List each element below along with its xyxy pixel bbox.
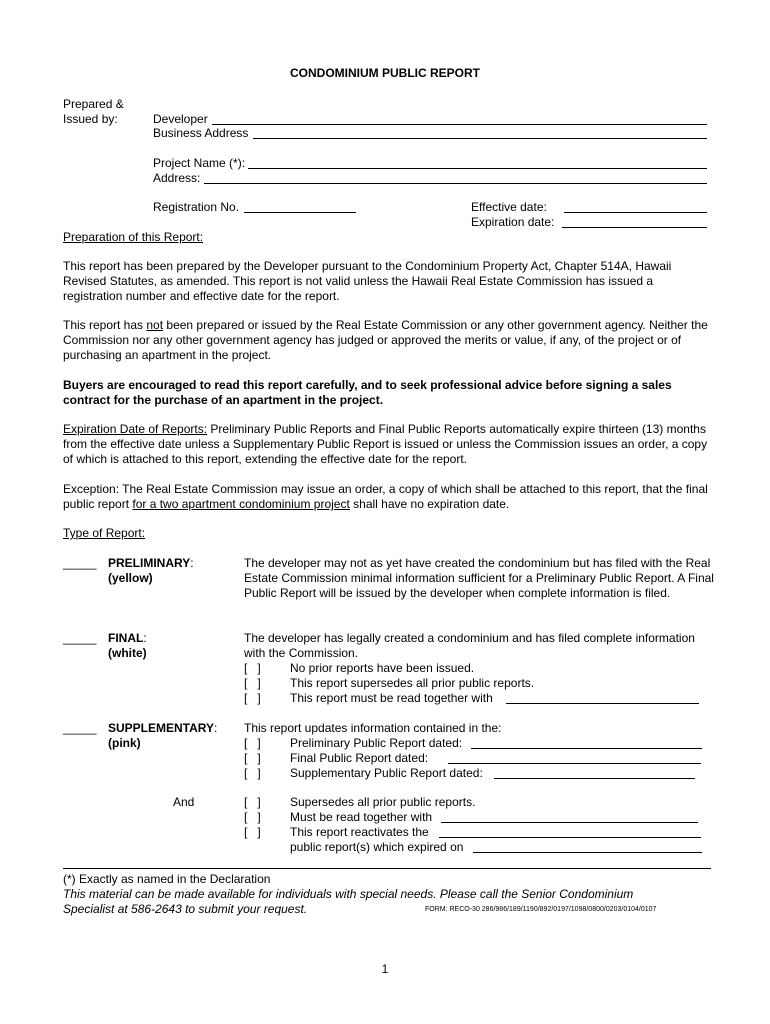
- type-heading: Type of Report:: [63, 526, 146, 540]
- preliminary-description: The developer may not as yet have created the condominium but has filed with the Real Estate Commission minimal information sufficient for a Preliminary Public Report. A Final Public Report will be issued by the developer when complete information is filed.: [244, 556, 714, 600]
- issued-by-label: Issued by:: [63, 112, 118, 126]
- supplementary-option-1: Preliminary Public Report dated:: [290, 736, 463, 750]
- developer-label: Developer: [153, 112, 208, 126]
- and-option-3: This report reactivates the: [290, 825, 429, 839]
- para2-pre: This report has: [63, 318, 147, 332]
- para2-post: been prepared or issued by the Real Estate Commission or any other government agency. Neither the Commission nor any other government agency has judged or approved the merits or value, if any, of the project or of purchasing an apartment in the project.: [63, 318, 708, 362]
- project-name-field[interactable]: [248, 168, 707, 169]
- special-needs-line-1: This material can be made available for individuals with special needs. Please call the Senior Condominium: [63, 887, 634, 901]
- expiration-text: Preliminary Public Reports and Final Public Reports automatically expire thirteen (13) months from the effective date unless a Supplementary Public Report is issued or unless the Commission issues an order, a copy of which is attached to this report, extending the effective date for the report.: [63, 422, 708, 466]
- and-checkbox-1[interactable]: [ ]: [244, 795, 261, 809]
- paragraph-preparation: This report has been prepared by the Developer pursuant to the Condominium Property Act, Chapter 514A, Hawaii Revised Statutes, as amended. This report is not valid unless the Hawaii Real Estate Commission has issued a registration number and effective date for the report.: [63, 259, 672, 303]
- expired-on-field[interactable]: [473, 852, 702, 853]
- developer-field[interactable]: [212, 124, 707, 125]
- special-needs-line-2: Specialist at 586-2643 to submit your request.: [63, 902, 308, 916]
- paragraph-not-prepared: [63, 318, 713, 363]
- preliminary-name: PRELIMINARY:: [108, 556, 194, 570]
- expiration-label: Expiration Date of Reports:: [63, 422, 208, 436]
- and-label: And: [173, 795, 195, 809]
- supplementary-description: This report updates information contained in the:: [244, 721, 502, 735]
- page-number: 1: [381, 962, 389, 976]
- supplementary-name: SUPPLEMENTARY:: [108, 721, 218, 735]
- project-name-label: Project Name (*):: [153, 156, 246, 170]
- expiration-date-label: Expiration date:: [471, 215, 555, 229]
- registration-no-field[interactable]: [244, 212, 356, 213]
- supplementary-checkbox-2[interactable]: [ ]: [244, 751, 261, 765]
- supplementary-option-2: Final Public Report dated:: [290, 751, 429, 765]
- business-address-label: Business Address: [153, 126, 249, 140]
- supplementary-blank[interactable]: _____: [63, 721, 97, 735]
- business-address-field[interactable]: [253, 138, 707, 139]
- address-field[interactable]: [204, 183, 707, 184]
- supplementary-dated-field[interactable]: [494, 778, 695, 779]
- supplementary-color: (pink): [108, 736, 141, 750]
- effective-date-label: Effective date:: [471, 200, 547, 214]
- para5-underlined: for a two apartment condominium project: [132, 497, 350, 511]
- final-checkbox-1[interactable]: [ ]: [244, 661, 261, 675]
- paragraph-buyers-warning: Buyers are encouraged to read this report carefully, and to seek professional advice before signing a sales contract for the purchase of an apartment in the project.: [63, 378, 672, 407]
- preliminary-dated-field[interactable]: [471, 748, 702, 749]
- form-number: FORM: RECO-30 286/986/189/1190/892/0197/1098/0800/0203/0104/0107: [425, 906, 657, 913]
- supplementary-checkbox-1[interactable]: [ ]: [244, 736, 261, 750]
- registration-no-label: Registration No.: [153, 200, 240, 214]
- final-description: The developer has legally created a condominium and has filed complete information with the Commission.: [244, 631, 695, 660]
- para2-not: not: [146, 318, 164, 332]
- para5-pre: Exception: The Real Estate Commission may issue an order, a copy of which shall be attached to this report, that the final public report: [63, 482, 708, 511]
- final-read-together-field[interactable]: [506, 703, 699, 704]
- final-checkbox-3[interactable]: [ ]: [244, 691, 261, 705]
- final-option-3: This report must be read together with: [290, 691, 493, 705]
- footer-divider: [63, 868, 711, 869]
- supplementary-checkbox-3[interactable]: [ ]: [244, 766, 261, 780]
- preliminary-blank[interactable]: _____: [63, 556, 97, 570]
- final-checkbox-2[interactable]: [ ]: [244, 676, 261, 690]
- final-dated-field[interactable]: [448, 763, 701, 764]
- supplementary-option-3: Supplementary Public Report dated:: [290, 766, 483, 780]
- paragraph-expiration: [63, 422, 713, 467]
- preliminary-color: (yellow): [108, 571, 153, 585]
- final-name: FINAL:: [108, 631, 147, 645]
- effective-date-field[interactable]: [564, 212, 707, 213]
- final-blank[interactable]: _____: [63, 631, 97, 645]
- final-option-2: This report supersedes all prior public reports.: [290, 676, 535, 690]
- and-option-2: Must be read together with: [290, 810, 433, 824]
- and-read-together-field[interactable]: [441, 822, 698, 823]
- para5-post: shall have no expiration date.: [349, 497, 510, 511]
- and-option-1: Supersedes all prior public reports.: [290, 795, 476, 809]
- and-option-continuation: public report(s) which expired on: [290, 840, 464, 854]
- footer-note: (*) Exactly as named in the Declaration: [63, 872, 271, 886]
- prepared-label: Prepared &: [63, 97, 124, 111]
- page-title: CONDOMINIUM PUBLIC REPORT: [290, 66, 480, 80]
- final-option-1: No prior reports have been issued.: [290, 661, 475, 675]
- final-color: (white): [108, 646, 147, 660]
- and-checkbox-2[interactable]: [ ]: [244, 810, 261, 824]
- paragraph-exception: [63, 482, 713, 512]
- address-label: Address:: [153, 171, 201, 185]
- and-checkbox-3[interactable]: [ ]: [244, 825, 261, 839]
- preparation-heading: Preparation of this Report:: [63, 230, 204, 244]
- expiration-date-field[interactable]: [562, 227, 707, 228]
- reactivates-field[interactable]: [439, 837, 701, 838]
